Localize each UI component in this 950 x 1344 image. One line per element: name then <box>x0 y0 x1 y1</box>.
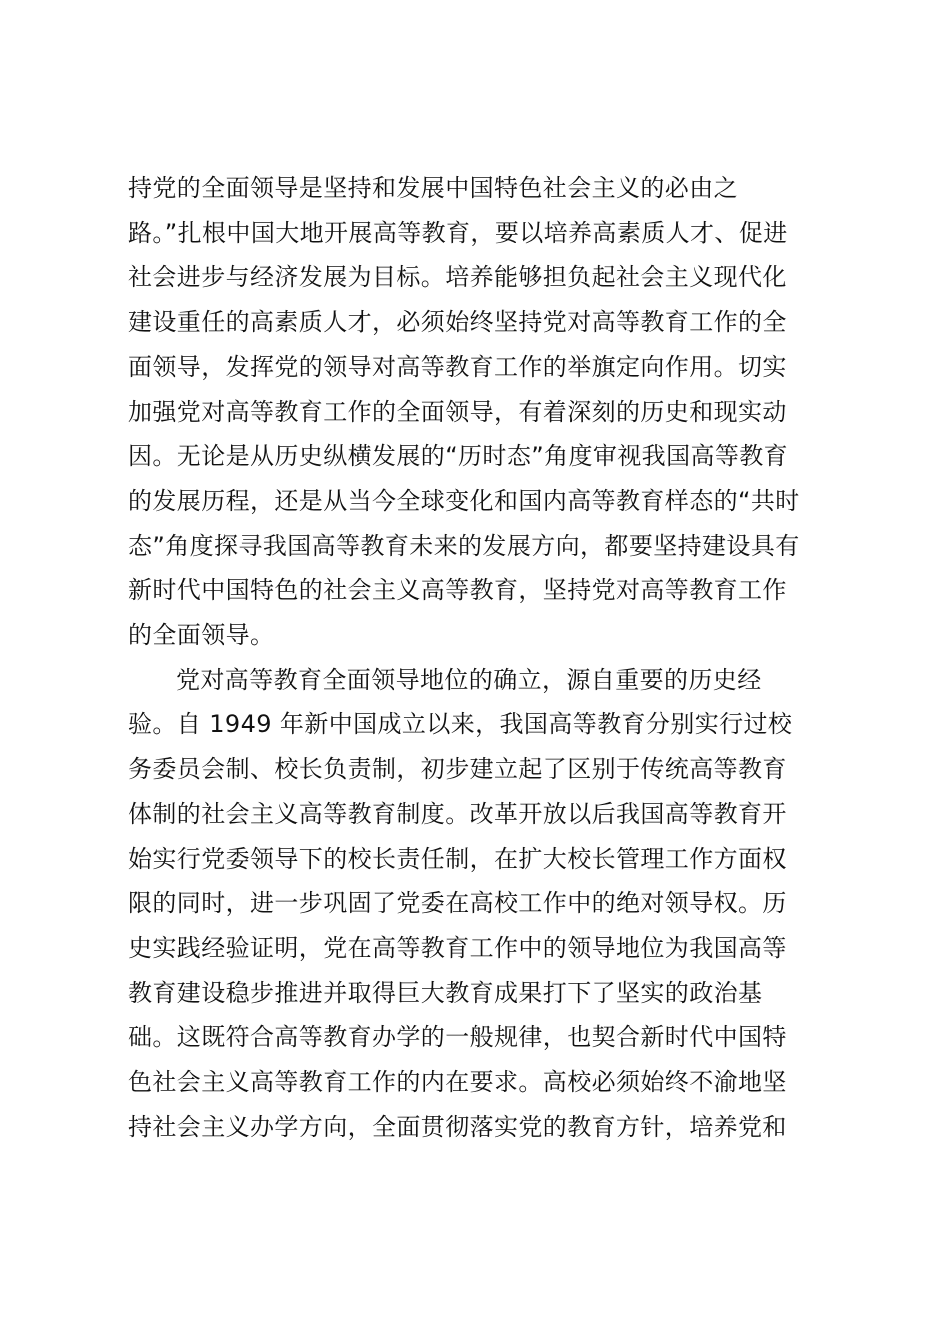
text-line: 教育建设稳步推进并取得巨大教育成果打下了坚实的政治基 <box>128 978 763 1007</box>
text-line: 态”角度探寻我国高等教育未来的发展方向，都要坚持建设具有 <box>128 531 800 560</box>
text-line: 色社会主义高等教育工作的内在要求。高校必须始终不渝地坚 <box>128 1068 787 1096</box>
text-line: 的全面领导。 <box>128 621 275 649</box>
text-line: 新时代中国特色的社会主义高等教育，坚持党对高等教育工作 <box>128 576 787 605</box>
text-line: 因。无论是从历史纵横发展的“历时态”角度审视我国高等教育 <box>128 442 789 471</box>
text-line: 础。这既符合高等教育办学的一般规律，也契合新时代中国特 <box>128 1023 787 1052</box>
text-line: 务委员会制、校长负责制，初步建立起了区别于传统高等教育 <box>128 755 787 784</box>
text-line: 的发展历程，还是从当今全球变化和国内高等教育样态的“共时 <box>128 486 800 515</box>
text-line: 持社会主义办学方向，全面贯彻落实党的教育方针，培养党和 <box>128 1112 787 1141</box>
text-line: 社会进步与经济发展为目标。培养能够担负起社会主义现代化 <box>128 263 787 292</box>
text-line: 始实行党委领导下的校长责任制，在扩大校长管理工作方面权 <box>128 844 787 873</box>
text-line: 路。”扎根中国大地开展高等教育，要以培养高素质人才、促进 <box>128 218 788 247</box>
text-line: 验。自 1949 年新中国成立以来，我国高等教育分别实行过校 <box>128 710 793 739</box>
text-line: 史实践经验证明，党在高等教育工作中的领导地位为我国高等 <box>128 933 787 962</box>
paragraph-first-line: 党对高等教育全面领导地位的确立，源自重要的历史经 <box>176 665 762 694</box>
text-line: 限的同时，进一步巩固了党委在高校工作中的绝对领导权。历 <box>128 889 787 918</box>
text-line: 持党的全面领导是坚持和发展中国特色社会主义的必由之 <box>128 174 738 202</box>
text-line: 面领导，发挥党的领导对高等教育工作的举旗定向作用。切实 <box>128 352 787 381</box>
text-line: 体制的社会主义高等教育制度。改革开放以后我国高等教育开 <box>128 799 787 828</box>
text-line: 建设重任的高素质人才，必须始终坚持党对高等教育工作的全 <box>128 308 787 337</box>
text-line: 加强党对高等教育工作的全面领导，有着深刻的历史和现实动 <box>128 397 787 426</box>
